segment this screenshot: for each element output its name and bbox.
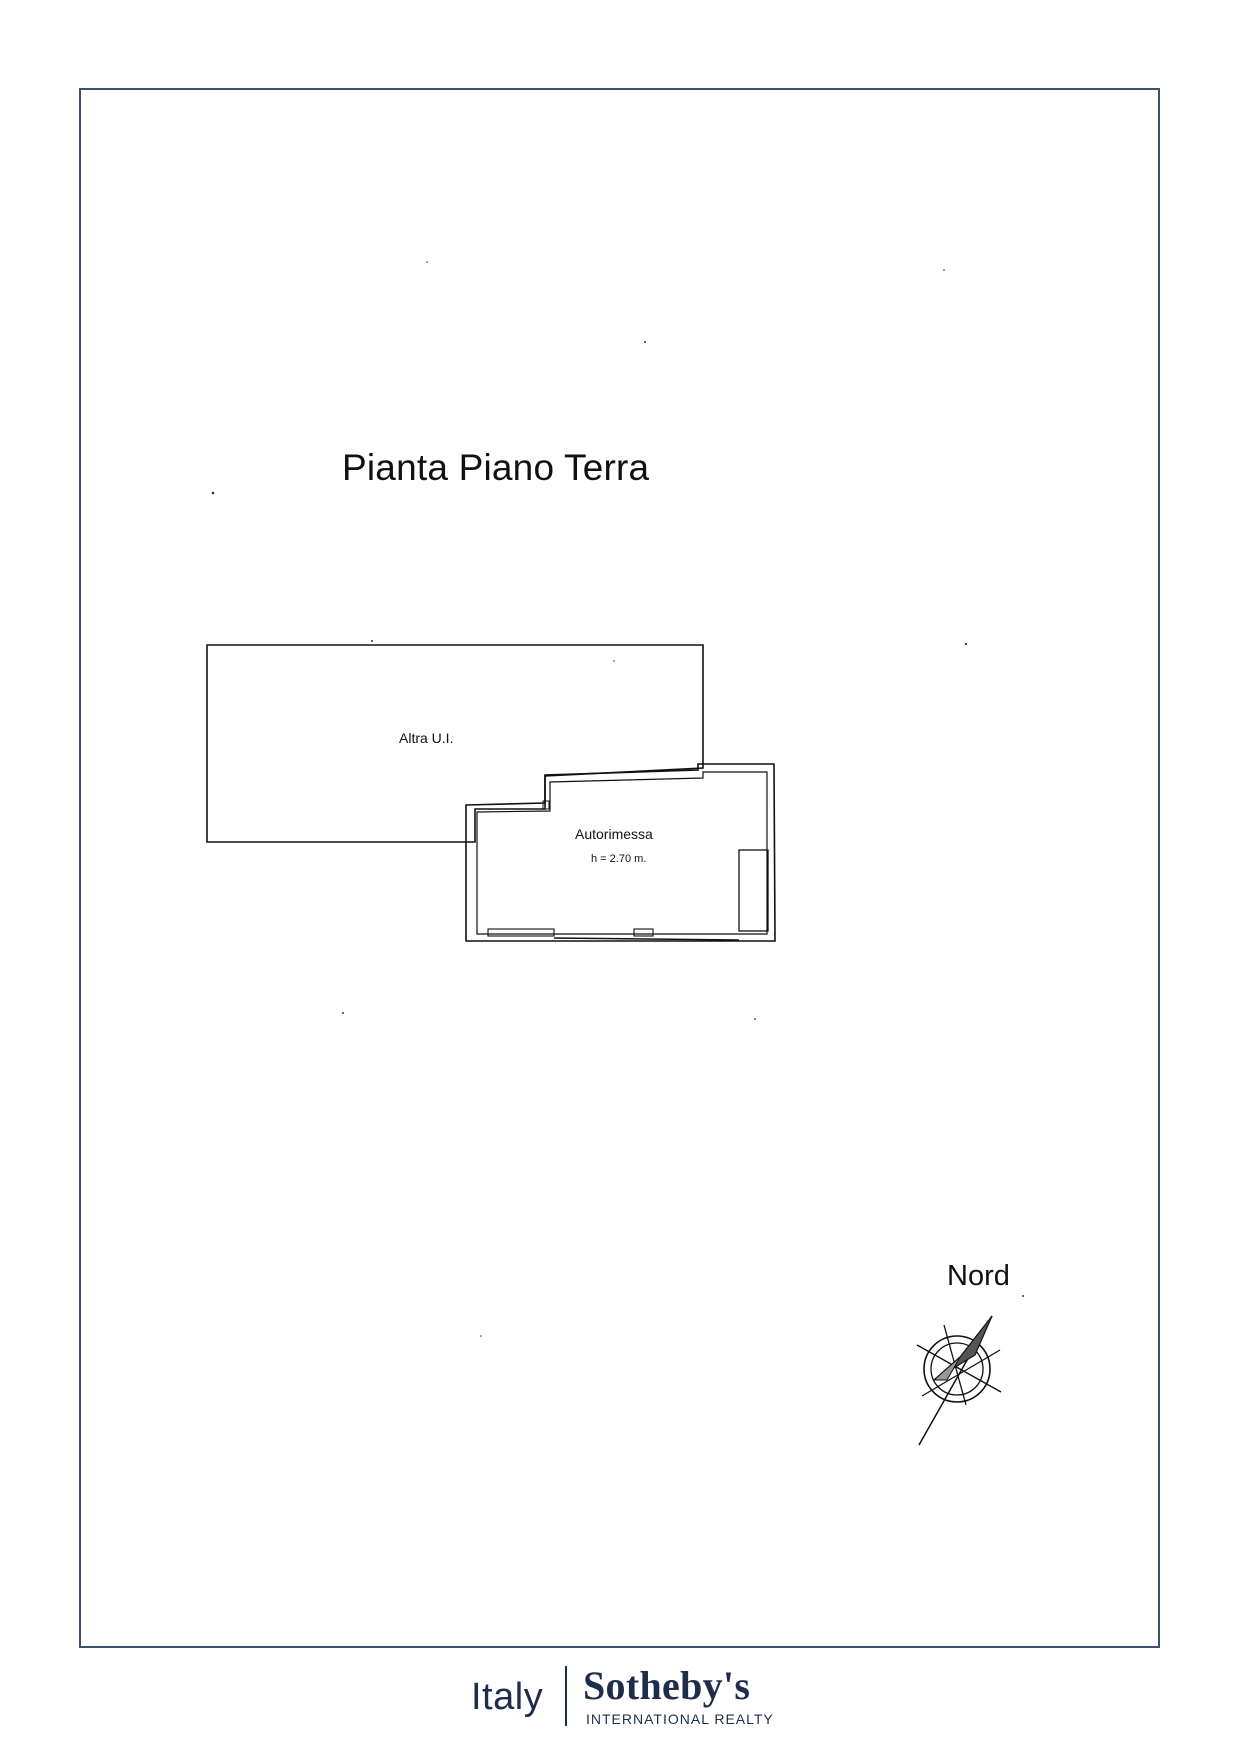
- door-jamb: [543, 801, 549, 809]
- page-title: Pianta Piano Terra: [342, 447, 650, 488]
- logo-brand: Sotheby's: [583, 1663, 751, 1708]
- room-altra-ui-outline: [207, 645, 703, 842]
- logo-divider: [565, 1666, 567, 1726]
- room-label-autorimessa: Autorimessa: [575, 826, 653, 842]
- room-height-autorimessa: h = 2.70 m.: [591, 853, 647, 865]
- room-label-altra-ui: Altra U.I.: [399, 730, 454, 746]
- logo-subtitle: INTERNATIONAL REALTY: [586, 1711, 774, 1727]
- logo-country: Italy: [471, 1676, 544, 1718]
- north-arrow-icon: [917, 1316, 1001, 1445]
- door-opening-left: [488, 929, 554, 936]
- door-opening-center: [634, 929, 653, 936]
- wall-niche: [739, 850, 768, 931]
- scan-specks: [212, 261, 1024, 1337]
- floor-line: [554, 938, 739, 940]
- brand-logo: [468, 1660, 788, 1730]
- north-label: Nord: [947, 1260, 1010, 1292]
